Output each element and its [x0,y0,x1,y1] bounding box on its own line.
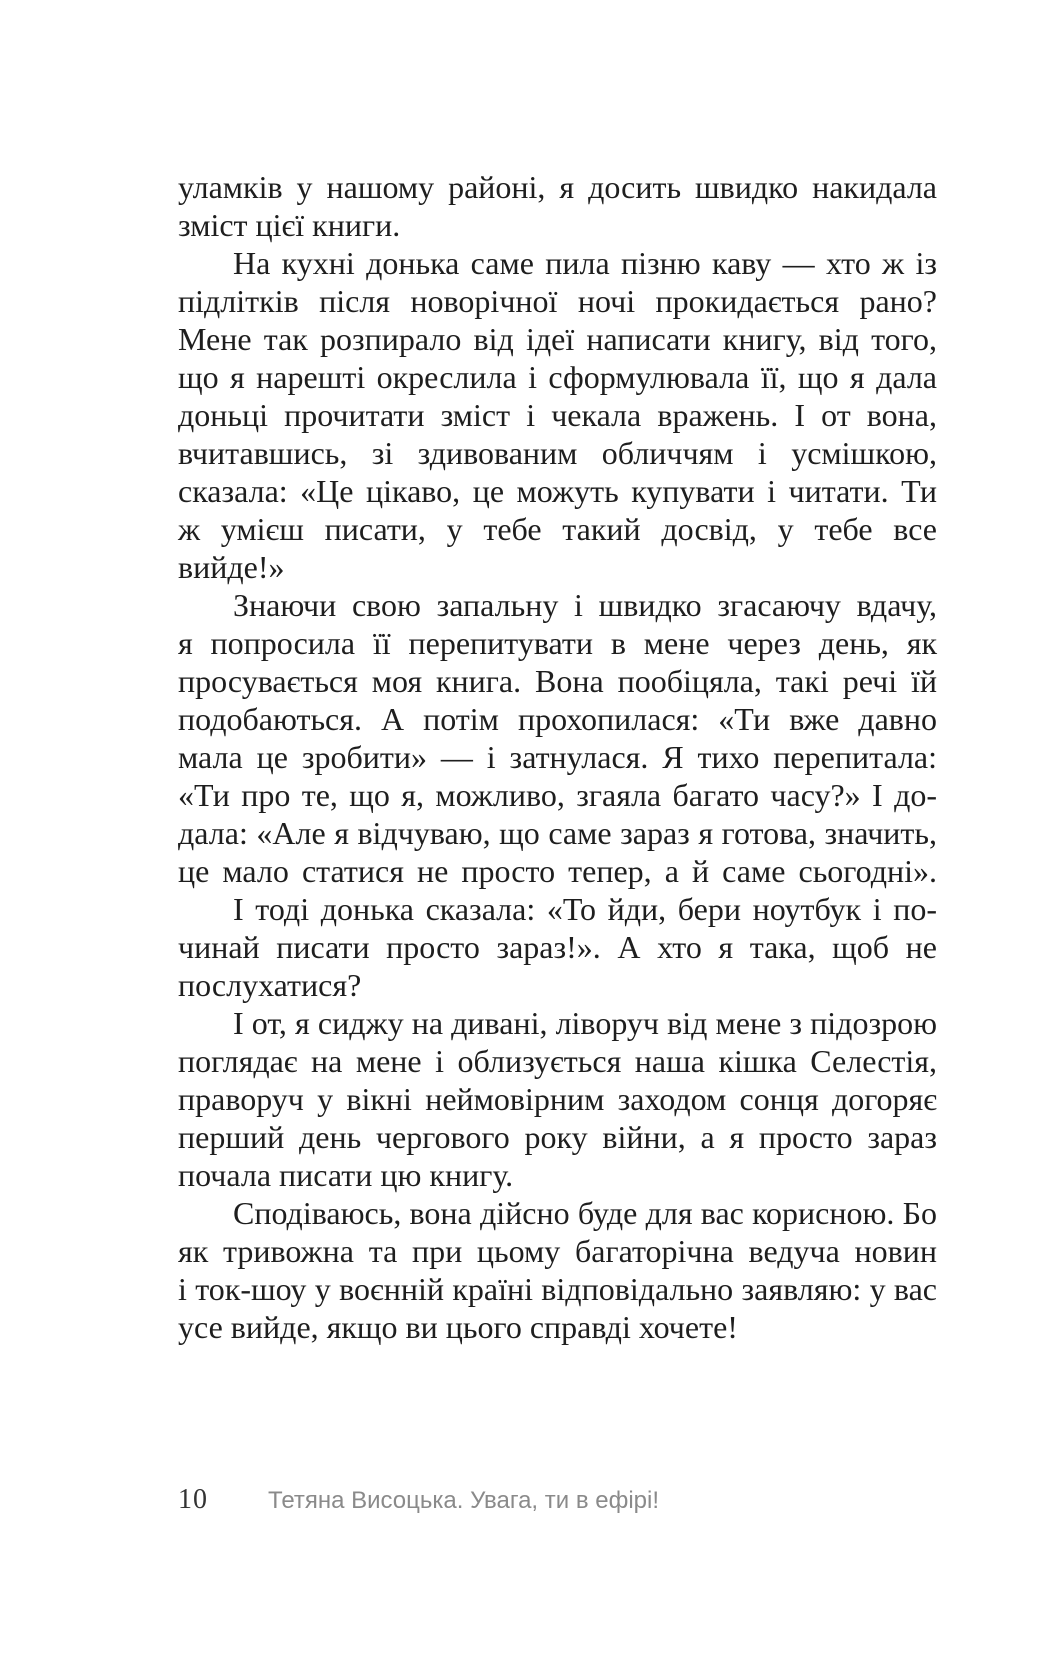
running-title: Тетяна Висоцька. Увага, ти в ефірі! [268,1487,660,1514]
text-line: як тривожна та при цьому багаторічна ведуча новин [178,1233,937,1269]
text-line: і ток-шоу у воєнній країні відповідально заявляю: у вас [178,1271,937,1307]
paragraph [178,586,937,890]
text-line: дала: «Але я відчуваю, що саме зараз я готова, значить, [178,815,937,851]
text-line: вчитавшись, зі здивованим обличчям і усмішкою, [178,435,937,471]
text-line: сказала: «Це цікаво, це можуть купувати і читати. Ти [178,473,937,509]
text-line: я попросила її перепитувати в мене через день, як [178,625,937,661]
text-line: «Ти про те, що я, можливо, згаяла багато часу?» І до- [178,777,937,813]
text-line: що я нарешті окреслила і сформулювала її, що я дала [178,359,937,395]
text-line: подобаються. А потім прохопилася: «Ти вже давно [178,701,937,737]
text-line: праворуч у вікні неймовірним заходом сонця догоряє [178,1081,937,1117]
paragraph [178,244,937,586]
paragraph [178,1194,937,1346]
text-line: усе вийде, якщо ви цього справді хочете! [178,1309,738,1345]
text-line: уламків у нашому районі, я досить швидко накидала [178,169,937,205]
text-line: послухатися? [178,967,362,1003]
text-line: І тоді донька сказала: «То йди, бери ноутбук і по- [233,891,937,927]
text-line: поглядає на мене і облизується наша кішка Селестія, [178,1043,937,1079]
text-line: просувається моя книга. Вона пообіцяла, такі речі їй [178,663,937,699]
page-body [178,168,937,1346]
text-line: ж умієш писати, у тебе такий досвід, у тебе все вийде!» [178,511,937,585]
page-footer [178,1484,937,1516]
text-line: Знаючи свою запальну і швидко згасаючу вдачу, [233,587,937,623]
text-line: Мене так розпирало від ідеї написати книгу, від того, [178,321,937,357]
text-line: перший день чергового року війни, а я просто зараз [178,1119,937,1155]
page-number: 10 [178,1484,208,1515]
text-line: мала це зробити» — і затнулася. Я тихо перепитала: [178,739,937,775]
text-line: це мало статися не просто тепер, а й саме сьогодні». [178,853,937,889]
paragraph [178,1004,937,1194]
text-line: На кухні донька саме пила пізню каву — хто ж із [233,245,937,281]
paragraph [178,168,937,244]
text-line: чинай писати просто зараз!». А хто я така, щоб не [178,929,937,965]
text-line: зміст цієї книги. [178,207,401,243]
text-line: Сподіваюсь, вона дійсно буде для вас корисною. Бо [233,1195,937,1231]
text-line: почала писати цю книгу. [178,1157,514,1193]
paragraph [178,890,937,1004]
text-line: доньці прочитати зміст і чекала вражень. І от вона, [178,397,937,433]
text-line: І от, я сиджу на дивані, ліворуч від мене з підозрою [233,1005,937,1041]
text-line: підлітків після новорічної ночі прокидається рано? [178,283,937,319]
